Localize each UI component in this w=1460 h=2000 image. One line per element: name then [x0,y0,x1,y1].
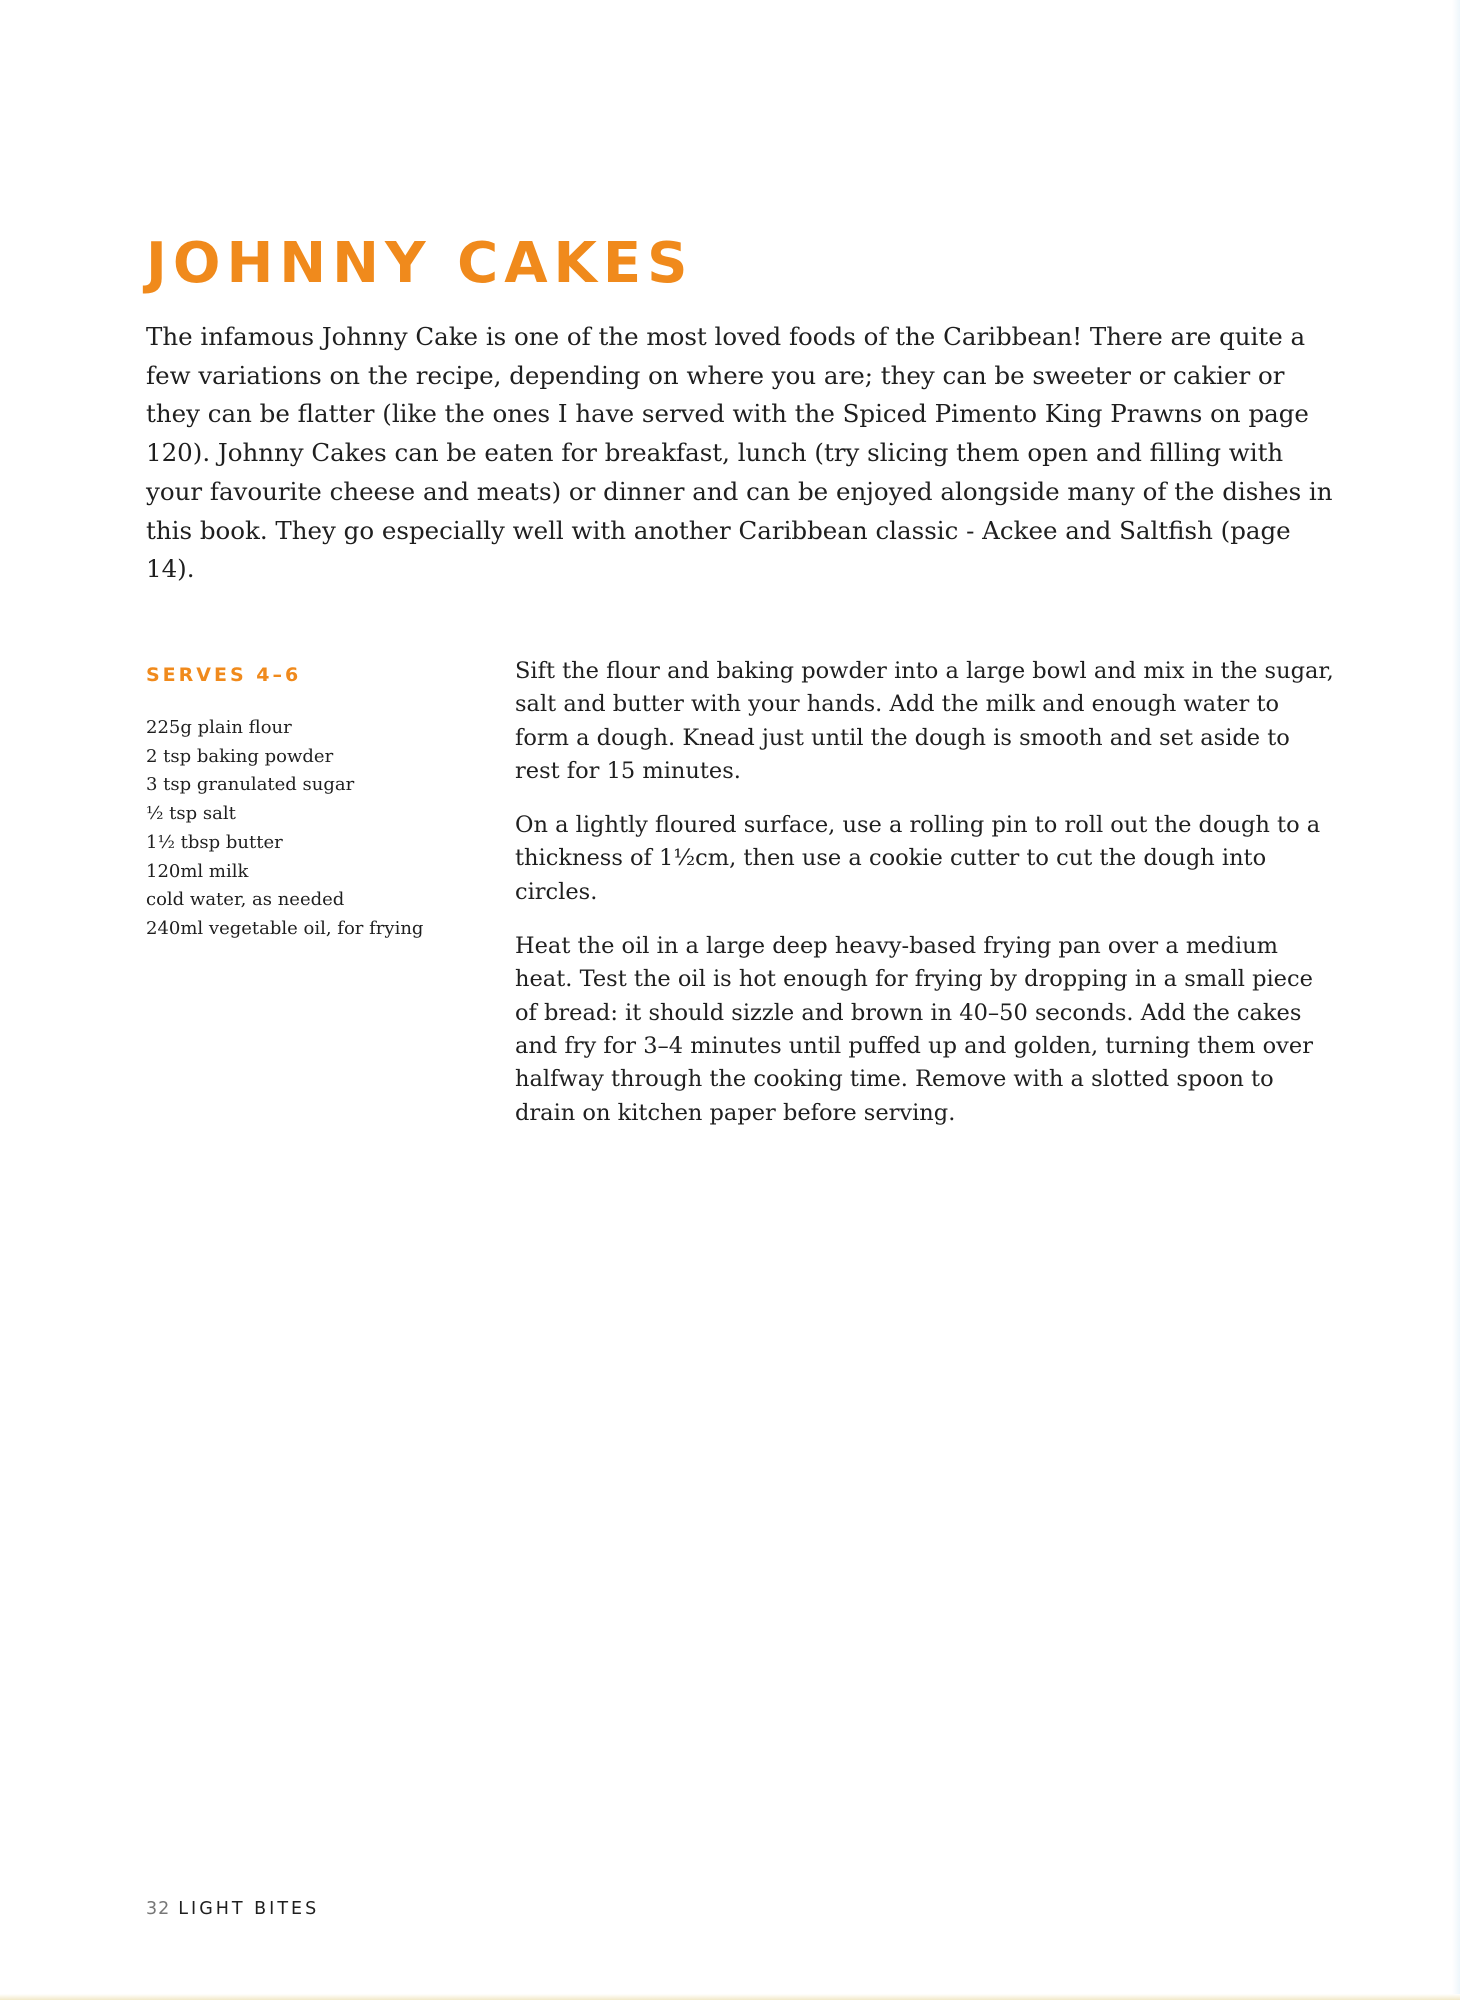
method-step: Heat the oil in a large deep heavy-based frying pan over a medium heat. Test the oil is hot enough for frying by dropping in a small piece of bread: it should sizzle and brown in 40–50 seconds. Add the cakes and fry for 3–4 minutes until puffed up and golden, turning them over halfway through the cooking time. Remove with a slotted spoon to drain on kitchen paper before serving. [515,933,1313,1126]
ingredient-item: 225g plain flour [146,717,292,738]
page-edge-shadow [1452,0,1460,2000]
ingredient-item: ½ tsp salt [146,803,236,825]
method-step: On a lightly floured surface, use a rolling pin to roll out the dough to a thickness of 1½cm, then use a cookie cutter to cut the dough into circles. [515,812,1321,905]
ingredient-item: 240ml vegetable oil, for frying [146,917,424,939]
section-name: LIGHT BITES [178,1899,320,1919]
serves-label: SERVES 4–6 [146,664,302,686]
recipe-title: JOHNNY CAKES [146,231,694,296]
page-number: 32 [146,1899,171,1919]
method-steps [515,655,1335,1151]
recipe-intro: The infamous Johnny Cake is one of the most loved foods of the Caribbean! There are quite a few variations on the recipe, depending on where you are; they can be sweeter or cakier or they can be flatter (like the ones I have served with the Spiced Pimento King Prawns on page 120). Johnny Cakes can be eaten for breakfast, lunch (try slicing them open and filling with your favourite cheese and meats) or dinner and can be enjoyed alongside many of the dishes in this book. They go especially well with another Caribbean classic - Ackee and Saltfish (page 14). [146,322,1333,584]
page-bottom-edge [0,1994,1460,2000]
ingredient-item: cold water, as needed [146,889,345,911]
page-footer [146,1899,319,1919]
ingredient-item: 1½ tbsp butter [146,831,283,853]
ingredient-item: 2 tsp baking powder [146,745,334,767]
ingredient-item: 120ml milk [146,860,249,882]
ingredients-list [146,714,486,944]
ingredient-item: 3 tsp granulated sugar [146,774,355,796]
method-step: Sift the flour and baking powder into a large bowl and mix in the sugar, salt and butter with your hands. Add the milk and enough water to form a dough. Knead just until the dough is smooth and set aside to rest for 15 minutes. [515,658,1334,784]
